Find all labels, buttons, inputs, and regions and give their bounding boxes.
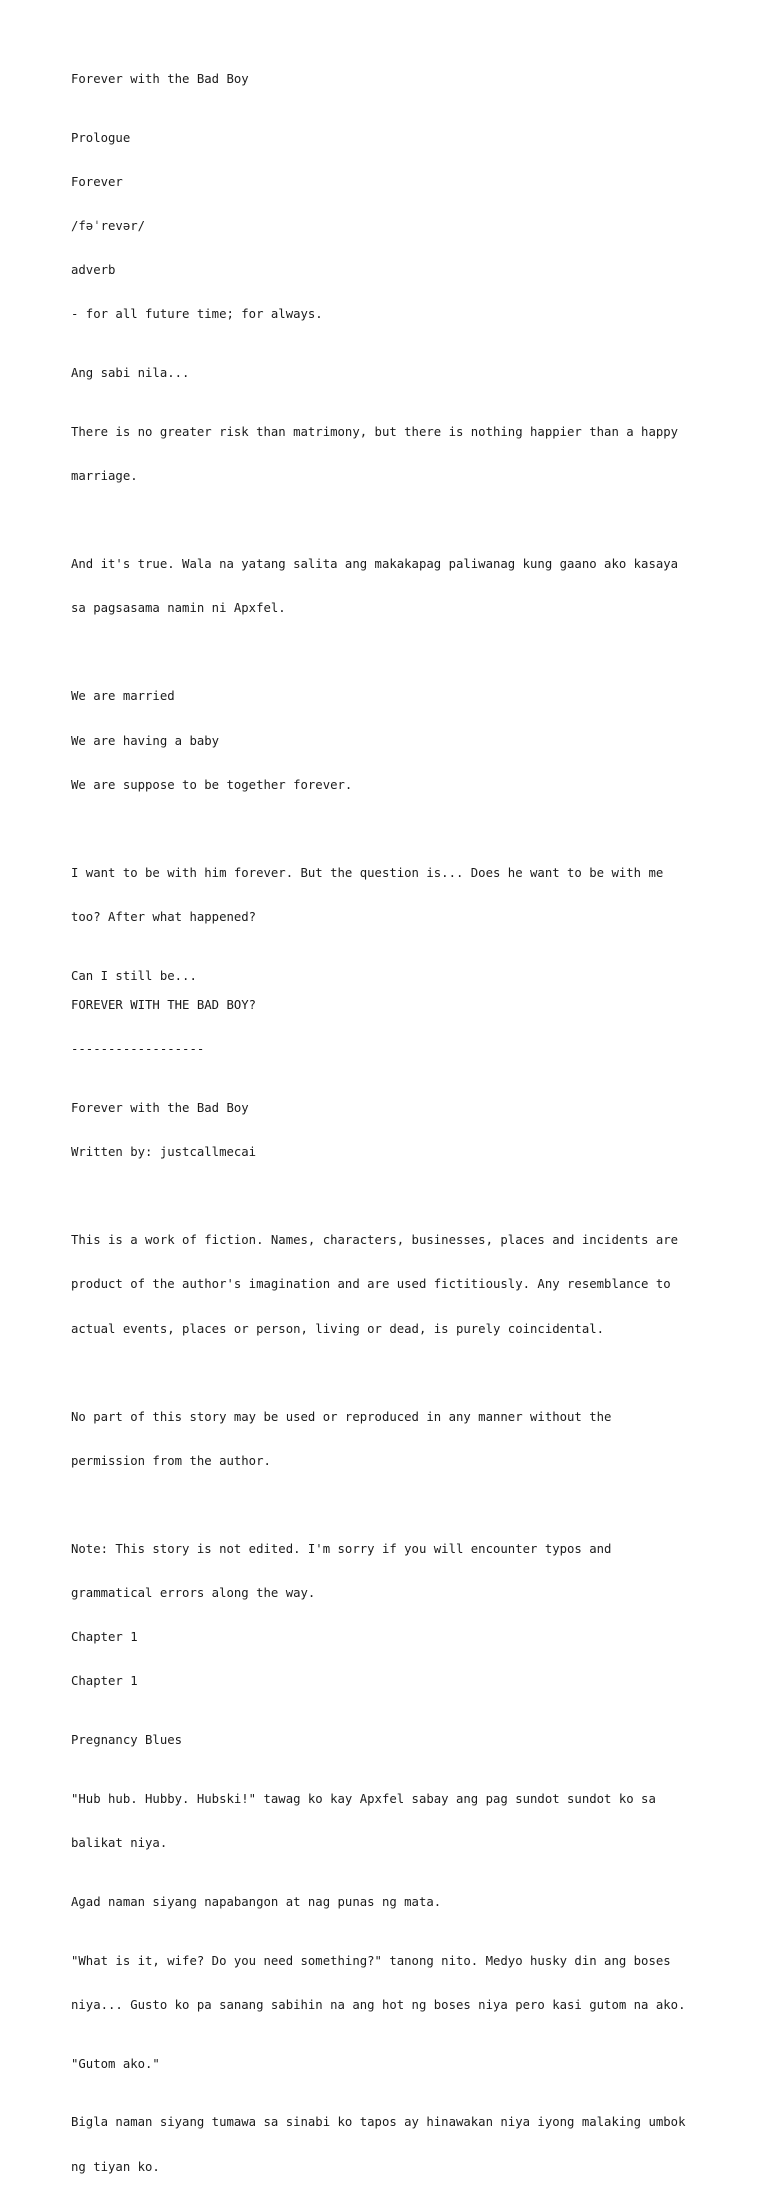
chapter-heading: Chapter 1 (71, 1674, 138, 1689)
prologue-block (71, 101, 711, 351)
definition-word: Forever (71, 174, 123, 189)
paragraph-no-part (71, 1380, 711, 1498)
text-line: And it's true. Wala na yatang salita ang makakapag paliwanag kung gaano ako kasaya (71, 557, 679, 572)
paragraph-want (71, 836, 711, 954)
text-line: "What is it, wife? Do you need something?" tanong nito. Medyo husky din ang boses (71, 1953, 671, 1968)
definition-meaning: - for all future time; for always. (71, 307, 323, 322)
text-line: We are married (71, 689, 175, 704)
definition-part-of-speech: adverb (71, 263, 116, 278)
text-line: actual events, places or person, living or dead, is purely coincidental. (71, 1321, 605, 1336)
text-line: Bigla naman siyang tumawa sa sinabi ko tapos ay hinawakan niya iyong malaking umbok (71, 2115, 686, 2130)
paragraph-hub (71, 1763, 711, 1881)
text-line: There is no greater risk than matrimony, but there is nothing happier than a happy (71, 424, 679, 439)
text-line: balikat niya. (71, 1836, 168, 1851)
text-line: This is a work of fiction. Names, characters, businesses, places and incidents are (71, 1233, 679, 1248)
text-line: marriage. (71, 468, 138, 483)
paragraph-gutom: "Gutom ako." (71, 2056, 160, 2071)
text-line: too? After what happened? (71, 909, 257, 924)
definition-pronunciation: /fəˈrevər/ (71, 219, 146, 234)
text-line: ng tiyan ko. (71, 2159, 160, 2174)
text-line: We are suppose to be together forever. (71, 777, 353, 792)
paragraph-what (71, 1924, 711, 2042)
credits-block (71, 1072, 711, 1190)
paragraph-forever-caps: FOREVER WITH THE BAD BOY? (71, 998, 257, 1013)
text-line: product of the author's imagination and are used fictitiously. Any resemblance to (71, 1277, 671, 1292)
text-line: niya... Gusto ko pa sanang sabihin na ang hot ng boses niya pero kasi gutom na ako. (71, 1997, 686, 2012)
paragraph-ang-sabi: Ang sabi nila... (71, 366, 190, 381)
credits-title: Forever with the Bad Boy (71, 1101, 249, 1116)
document-page (71, 72, 711, 2204)
paragraph-agad: Agad naman siyang napabangon at nag punas ng mata. (71, 1894, 442, 1909)
text-line: sa pagsasama namin ni Apxfel. (71, 601, 286, 616)
text-line: I want to be with him forever. But the question is... Does he want to be with me (71, 865, 664, 880)
separator-line: ------------------ (71, 1042, 205, 1057)
paragraph-can-i: Can I still be... (71, 968, 197, 983)
prologue-heading: Prologue (71, 130, 131, 145)
text-line: We are having a baby (71, 733, 220, 748)
credits-author: Written by: justcallmecai (71, 1145, 257, 1160)
paragraph-we-are (71, 660, 711, 822)
paragraph-bigla (71, 2086, 711, 2204)
chapter-title: Pregnancy Blues (71, 1733, 183, 1748)
paragraph-fiction-disclaimer (71, 1204, 711, 1366)
document-title: Forever with the Bad Boy (71, 72, 249, 86)
paragraph-true (71, 528, 711, 646)
chapter-heading: Chapter 1 (71, 1630, 138, 1645)
text-line: "Hub hub. Hubby. Hubski!" tawag ko kay Apxfel sabay ang pag sundot sundot ko sa (71, 1792, 656, 1807)
text-line: grammatical errors along the way. (71, 1586, 316, 1601)
text-line: No part of this story may be used or reproduced in any manner without the (71, 1409, 612, 1424)
paragraph-quote (71, 395, 711, 513)
text-line: permission from the author. (71, 1453, 271, 1468)
text-line: Note: This story is not edited. I'm sorry if you will encounter typos and (71, 1542, 612, 1557)
paragraph-note (71, 1513, 711, 1719)
